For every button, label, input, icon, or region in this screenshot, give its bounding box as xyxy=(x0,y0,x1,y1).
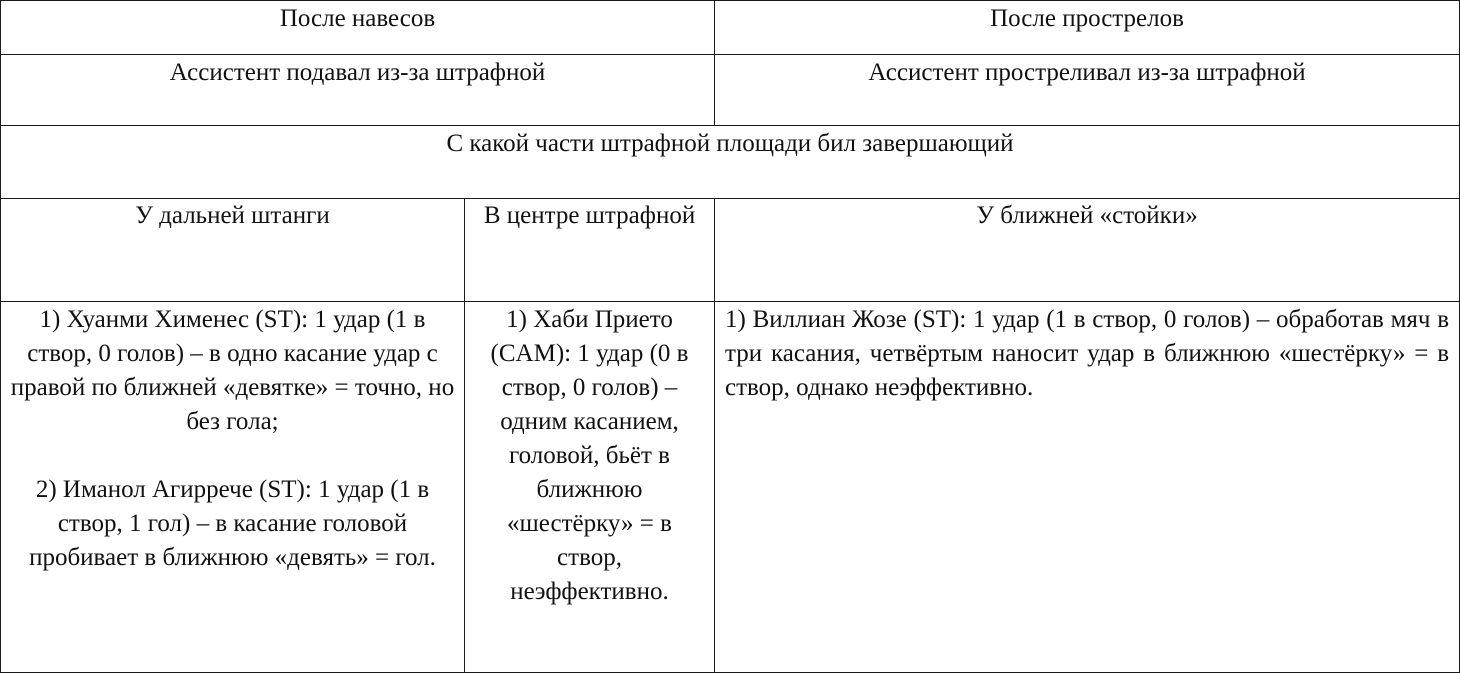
zone-question-cell: С какой части штрафной площади бил завершающий xyxy=(1,126,1460,199)
shots-row xyxy=(1,302,1460,673)
paragraph-gap xyxy=(9,439,456,473)
header-crosses: После навесов xyxy=(1,1,715,55)
zone-near-post: У ближней «стойки» xyxy=(715,199,1460,302)
assistant-crosses-cell: Ассистент подавал из-за штрафной xyxy=(1,55,715,126)
far-post-shots-cell xyxy=(1,302,465,673)
center-shots-cell xyxy=(465,302,715,673)
center-shot-1: 1) Хаби Прието (CAM): 1 удар (0 в створ, 0 голов) – одним касанием, головой, бьёт в ближнюю «шестёрку» = в створ, неэффективно. xyxy=(490,306,689,605)
header-row-assistant xyxy=(1,55,1460,126)
header-row-zone xyxy=(1,126,1460,199)
zone-labels-row xyxy=(1,199,1460,302)
near-post-shot-1: 1) Виллиан Жозе (ST): 1 удар (1 в створ, 0 голов) – обработав мяч в три касания, четвёртым наносит удар в ближнюю «шестёрку» = в створ, однако неэффективно. xyxy=(725,306,1450,401)
header-row-type xyxy=(1,1,1460,55)
near-post-shots-cell xyxy=(715,302,1460,673)
far-post-shot-1: 1) Хуанми Хименес (ST): 1 удар (1 в створ, 0 голов) – в одно касание удар с правой по ближней «девятке» = точно, но без гола; xyxy=(10,306,455,435)
far-post-shot-2: 2) Иманол Агирречe (ST): 1 удар (1 в створ, 1 гол) – в касание головой пробивает в ближнюю «девять» = гол. xyxy=(29,476,436,571)
zone-center: В центре штрафной xyxy=(465,199,715,302)
zone-far-post: У дальней штанги xyxy=(1,199,465,302)
assistant-cutbacks-cell: Ассистент простреливал из-за штрафной xyxy=(715,55,1460,126)
header-cutbacks: После прострелов xyxy=(715,1,1460,55)
